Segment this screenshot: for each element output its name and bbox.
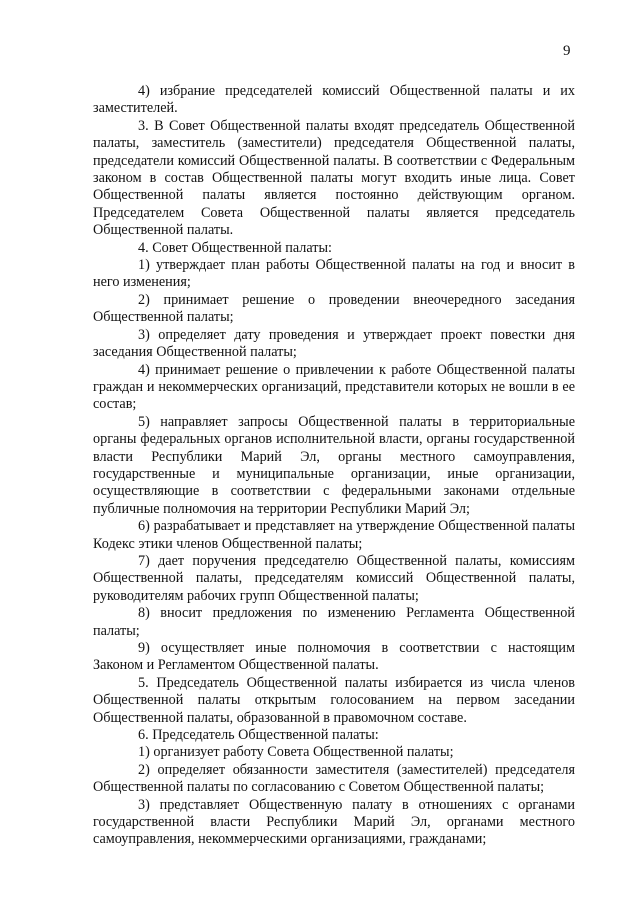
paragraph-item-9: 9) осуществляет иные полномочия в соответствии с настоящим Законом и Регламентом Общественной палаты. bbox=[93, 640, 575, 674]
paragraph-chair-item-3: 3) представляет Общественную палату в отношениях с органами государственной власти Республики Марий Эл, органами местного самоуправления, некоммерческими организациями, гражданами; bbox=[93, 796, 575, 848]
paragraph-section-6: 6. Председатель Общественной палаты: bbox=[138, 727, 379, 744]
paragraph-section-5: 5. Председатель Общественной палаты избирается из числа членов Общественной палаты открытым голосованием на первом заседании Общественной палаты, образованной в правомочном составе. bbox=[93, 674, 575, 726]
paragraph-item-1: 1) утверждает план работы Общественной палаты на год и вносит в него изменения; bbox=[93, 257, 575, 291]
paragraph-chair-item-2: 2) определяет обязанности заместителя (заместителей) председателя Общественной палаты по согласованию с Советом Общественной палаты; bbox=[93, 761, 575, 796]
paragraph-item-2: 2) принимает решение о проведении внеочередного заседания Общественной палаты; bbox=[93, 291, 575, 326]
paragraph-chair-item-1: 1) организует работу Совета Общественной палаты; bbox=[138, 744, 454, 761]
document-body bbox=[93, 83, 575, 849]
paragraph-item-6: 6) разрабатывает и представляет на утверждение Общественной палаты Кодекс этики членов Общественной палаты; bbox=[93, 518, 575, 552]
paragraph-item-4: 4) принимает решение о привлечении к работе Общественной палаты граждан и некоммерческих организаций, представители которых не вошли в ее состав; bbox=[93, 361, 575, 413]
paragraph-item-7: 7) дает поручения председателю Общественной палаты, комиссиям Общественной палаты, председателям комиссий Общественной палаты, руководителям рабочих групп Общественной палаты; bbox=[93, 552, 575, 604]
paragraph-item-8: 8) вносит предложения по изменению Регламента Общественной палаты; bbox=[93, 605, 575, 639]
paragraph-section-3: 3. В Совет Общественной палаты входят председатель Общественной палаты, заместитель (заместители) председателя Общественной палаты, председатели комиссий Общественной палаты. В соответствии с Федеральным законом в состав Общественной палаты могут входить иные лица. Совет Общественной палаты является постоянно действующим органом. Председателем Совета Общественной палаты является председатель Общественной палаты. bbox=[93, 117, 575, 239]
paragraph-section-4: 4. Совет Общественной палаты: bbox=[138, 239, 332, 256]
page-number: 9 bbox=[563, 43, 571, 59]
paragraph-item-5: 5) направляет запросы Общественной палаты в территориальные органы федеральных органов исполнительной власти, органы государственной власти Республики Марий Эл, органы местного самоуправления, государственные и муниципальные организации, иные организации, осуществляющие в соответствии с федеральными законами отдельные публичные полномочия на территории Республики Марий Эл; bbox=[93, 413, 575, 517]
paragraph-item-3: 3) определяет дату проведения и утверждает проект повестки дня заседания Общественной палаты; bbox=[93, 326, 575, 361]
paragraph-item-4-1: 4) избрание председателей комиссий Общественной палаты и их заместителей. bbox=[93, 83, 575, 117]
